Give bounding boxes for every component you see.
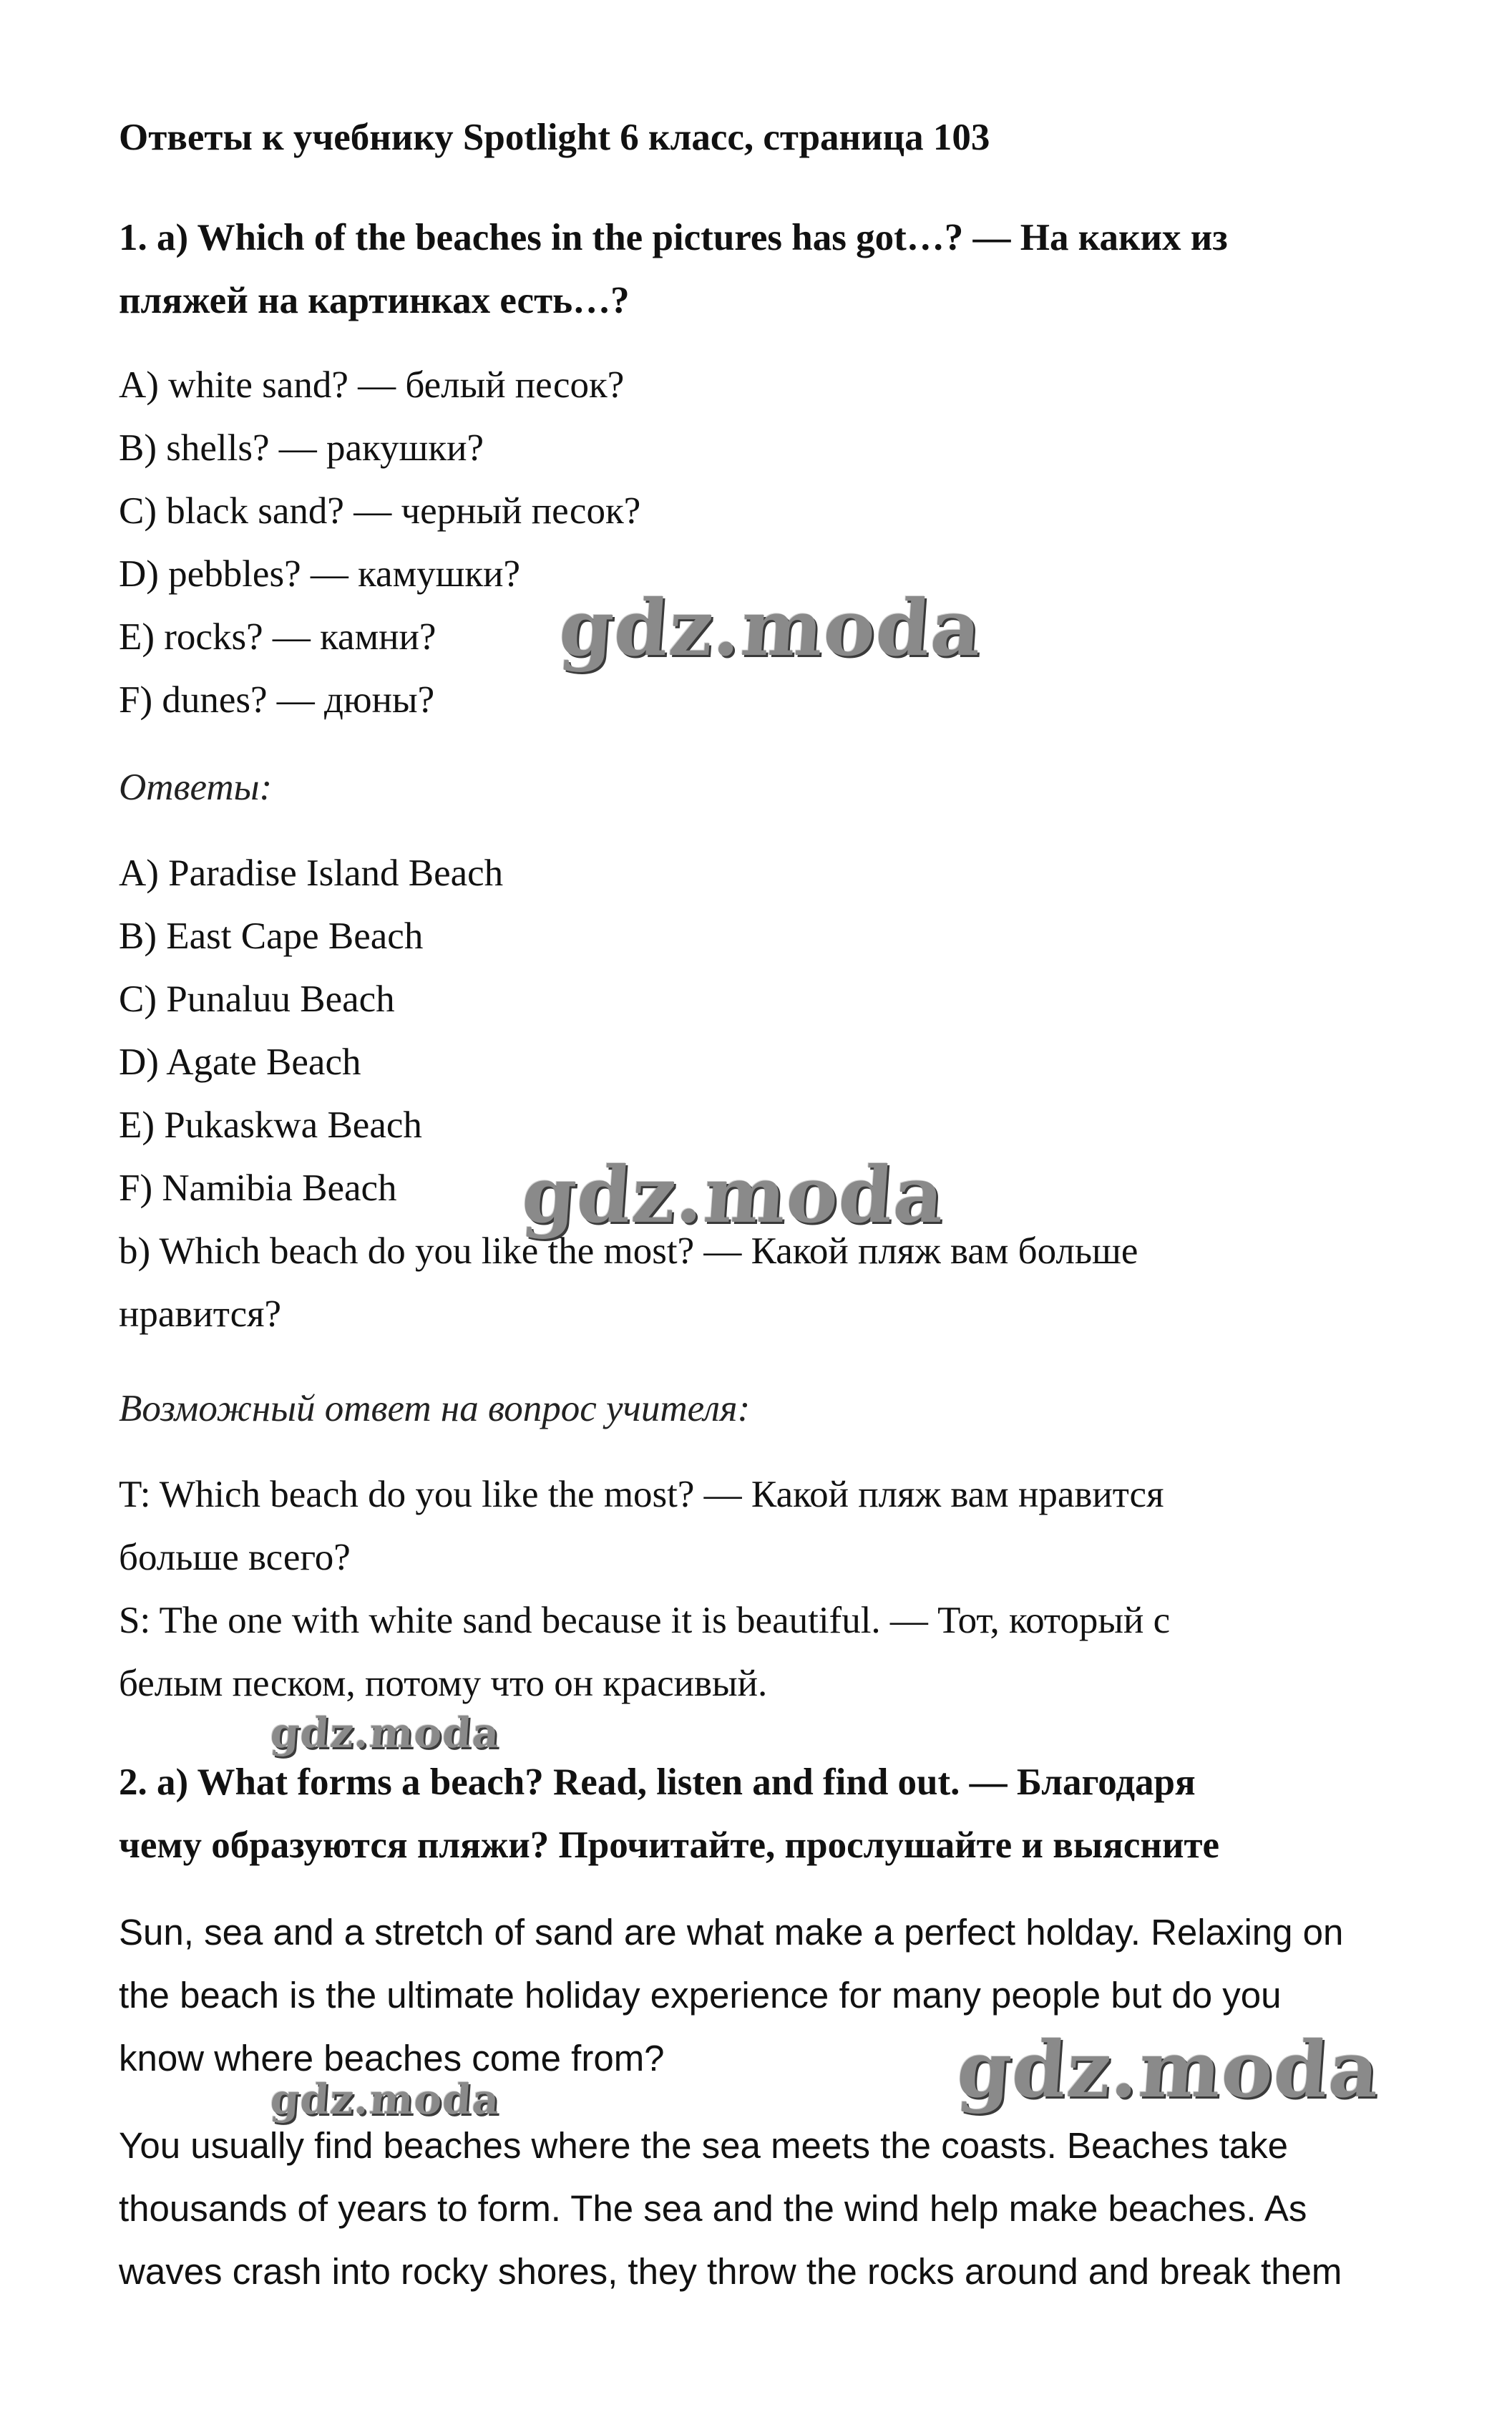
task2-paragraph1-line3: know where beaches come from? — [119, 2038, 665, 2079]
answer-c: C) Punaluu Beach — [119, 978, 395, 1020]
task1-heading-line2: пляжей на картинках есть…? — [119, 280, 630, 321]
watermark-logo: gdz.moda — [954, 2025, 1383, 2115]
dialog-line-4: белым песком, потому что он красивый. — [119, 1663, 768, 1704]
task2-paragraph2-line1: You usually find beaches where the sea meets the coasts. Beaches take — [119, 2125, 1288, 2166]
watermark-logo: gdz.moda — [268, 1709, 502, 1757]
watermark-logo: gdz.moda — [556, 583, 985, 674]
task1-item-d: D) pebbles? — камушки? — [119, 553, 521, 595]
task1-heading-line1: 1. a) Which of the beaches in the pictures has got…? — На каких из — [119, 217, 1228, 258]
task2-paragraph1-line1: Sun, sea and a stretch of sand are what make a perfect holday. Relaxing on — [119, 1912, 1344, 1953]
task1-item-e: E) rocks? — камни? — [119, 616, 436, 658]
task1-part-b-line2: нравится? — [119, 1293, 282, 1335]
answer-a: A) Paradise Island Beach — [119, 852, 504, 894]
page-title: Ответы к учебнику Spotlight 6 класс, страница 103 — [119, 117, 990, 158]
task2-paragraph1-line2: the beach is the ultimate holiday experience for many people but do you — [119, 1975, 1282, 2016]
possible-answer-label: Возможный ответ на вопрос учителя: — [119, 1388, 751, 1429]
watermark-logo: gdz.moda — [268, 2075, 502, 2124]
watermark-logo: gdz.moda — [519, 1150, 948, 1240]
task1-item-b: B) shells? — ракушки? — [119, 427, 484, 469]
task1-item-a: A) white sand? — белый песок? — [119, 364, 625, 406]
dialog-line-1: T: Which beach do you like the most? — Какой пляж вам нравится — [119, 1474, 1164, 1515]
task2-paragraph2-line2: thousands of years to form. The sea and the wind help make beaches. As — [119, 2188, 1307, 2229]
task1-item-c: C) black sand? — черный песок? — [119, 490, 641, 532]
answer-f: F) Namibia Beach — [119, 1167, 397, 1209]
answer-d: D) Agate Beach — [119, 1041, 361, 1083]
task2-heading-line1: 2. a) What forms a beach? Read, listen and find out. — Благодаря — [119, 1761, 1196, 1803]
task1-part-b-line1: b) Which beach do you like the most? — Какой пляж вам больше — [119, 1230, 1138, 1272]
task1-item-f: F) dunes? — дюны? — [119, 679, 435, 721]
task2-heading-line2: чему образуются пляжи? Прочитайте, прослушайте и выясните — [119, 1824, 1220, 1866]
answers-label: Ответы: — [119, 767, 273, 808]
task2-paragraph2-line3: waves crash into rocky shores, they throw the rocks around and break them — [119, 2251, 1342, 2292]
dialog-line-2: больше всего? — [119, 1537, 351, 1578]
answer-e: E) Pukaskwa Beach — [119, 1104, 422, 1146]
answer-b: B) East Cape Beach — [119, 915, 424, 957]
dialog-line-3: S: The one with white sand because it is beautiful. — Тот, который с — [119, 1600, 1171, 1641]
